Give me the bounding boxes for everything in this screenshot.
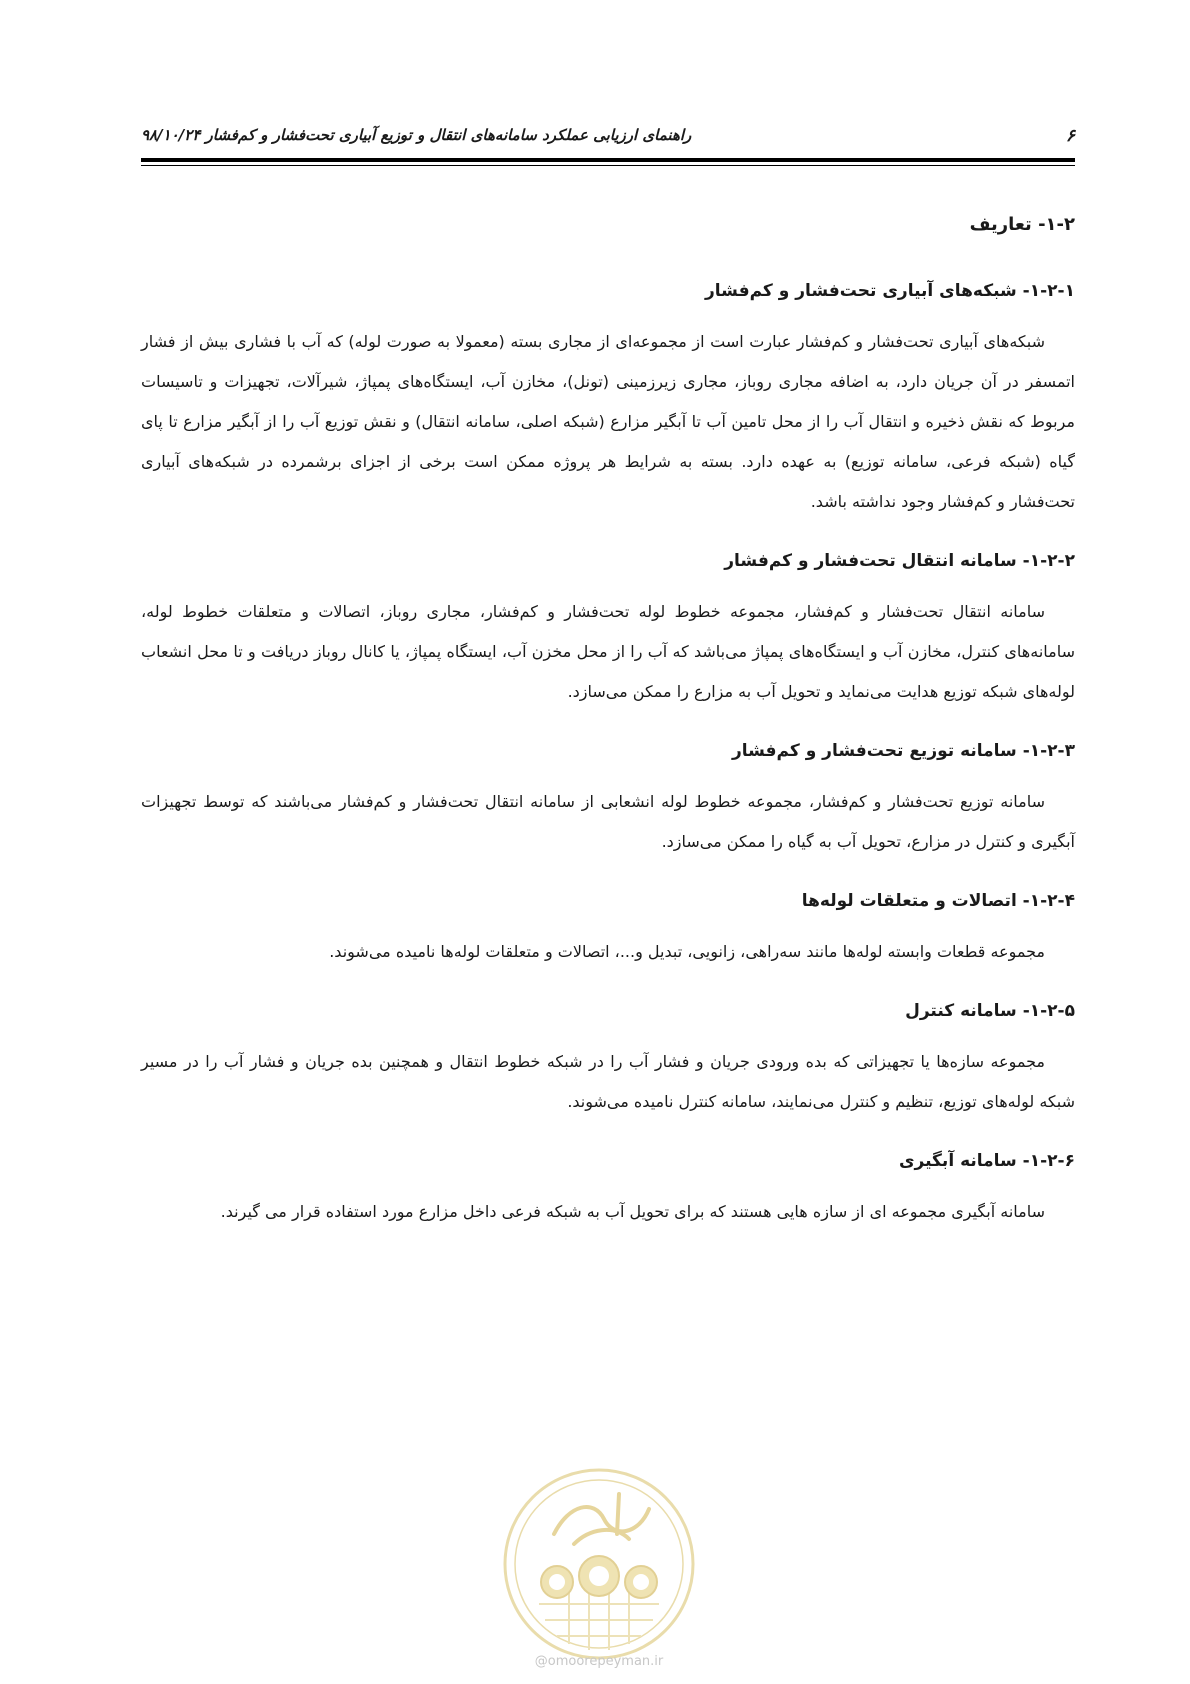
watermark-url: @omoorepeyman.ir [534, 1654, 664, 1669]
paragraph: سامانه انتقال تحت‌فشار و کم‌فشار، مجموعه خطوط لوله تحت‌فشار و کم‌فشار، مجاری روباز، اتصالات و متعلقات خطوط لوله، سامانه‌های کنترل، مخازن آب و ایستگاه‌های پمپاژ می‌باشد که آب را از محل مخزن آب، ایستگاه پمپاژ، یا کانال روباز دریافت و تا محل انشعاب لوله‌های شبکه توزیع هدایت می‌نماید و تحویل آب به مزارع را ممکن می‌سازد. [141, 602, 1075, 701]
page-number: ۶ [1065, 126, 1075, 146]
paragraph: مجموعه سازه‌ها یا تجهیزاتی که بده ورودی جریان و فشار آب را در شبکه خطوط انتقال و همچنین بده جریان و فشار آب را در مسیر شبکه لوله‌های توزیع، تنظیم و کنترل می‌نمایند، سامانه کنترل نامیده می‌شوند. [141, 1052, 1075, 1111]
subsection-heading: ۱-۲-۲- سامانه انتقال تحت‌فشار و کم‌فشار [724, 551, 1075, 571]
header-rule [141, 158, 1075, 162]
subsection-heading: ۱-۲-۵- سامانه کنترل [905, 1001, 1075, 1021]
header-rule-thin [141, 165, 1075, 166]
paragraph: مجموعه قطعات وابسته لوله‌ها مانند سه‌راهی، زانویی، تبدیل و...، اتصالات و متعلقات لوله‌ها نامیده می‌شوند. [329, 942, 1045, 961]
paragraph: شبکه‌های آبیاری تحت‌فشار و کم‌فشار عبارت است از مجموعه‌ای از مجاری بسته (معمولا به صورت لوله) که آب با فشاری بیش از فشار اتمسفر در آن جریان دارد، به اضافه مجاری روباز، مجاری زیرزمینی (تونل)، مخازن آب، ایستگاه‌های پمپاژ، شیرآلات، تجهیزات و تاسیسات مربوط که نقش ذخیره و انتقال آب را از محل تامین آب تا آبگیر مزارع (شبکه اصلی، سامانه انتقال) و نقش توزیع آب را از آبگیر مزارع تا پای گیاه (شبکه فرعی، سامانه توزیع) به عهده دارد. بسته به شرایط هر پروژه ممکن است برخی از اجزای برشمرده در شبکه‌های آبیاری تحت‌فشار و کم‌فشار وجود نداشته باشد. [141, 332, 1075, 511]
subsection-heading: ۱-۲-۳- سامانه توزیع تحت‌فشار و کم‌فشار [731, 741, 1075, 761]
header-title: راهنمای ارزیابی عملکرد سامانه‌های انتقال و توزیع آبیاری تحت‌فشار و کم‌فشار ۹۸/۱۰/۲۴ [141, 126, 692, 144]
running-header [141, 126, 1075, 154]
subsection-heading: ۱-۲-۱- شبکه‌های آبیاری تحت‌فشار و کم‌فشار [704, 281, 1075, 301]
paragraph: سامانه توزیع تحت‌فشار و کم‌فشار، مجموعه خطوط لوله انشعابی از سامانه انتقال تحت‌فشار و کم‌فشار می‌باشند که توسط تجهیزات آبگیری و کنترل در مزارع، تحویل آب به گیاه را ممکن می‌سازد. [141, 792, 1075, 851]
subsection-heading: ۱-۲-۴- اتصالات و متعلقات لوله‌ها [801, 891, 1075, 911]
document-body [141, 212, 1075, 1258]
subsection-heading: ۱-۲-۶- سامانه آبگیری [898, 1151, 1075, 1171]
section-heading: ۱-۲- تعاریف [969, 214, 1075, 235]
paragraph: سامانه آبگیری مجموعه ای از سازه هایی هستند که برای تحویل آب به شبکه فرعی داخل مزارع مورد استفاده قرار می گیرند. [220, 1202, 1045, 1221]
watermark-logo [499, 1464, 699, 1664]
